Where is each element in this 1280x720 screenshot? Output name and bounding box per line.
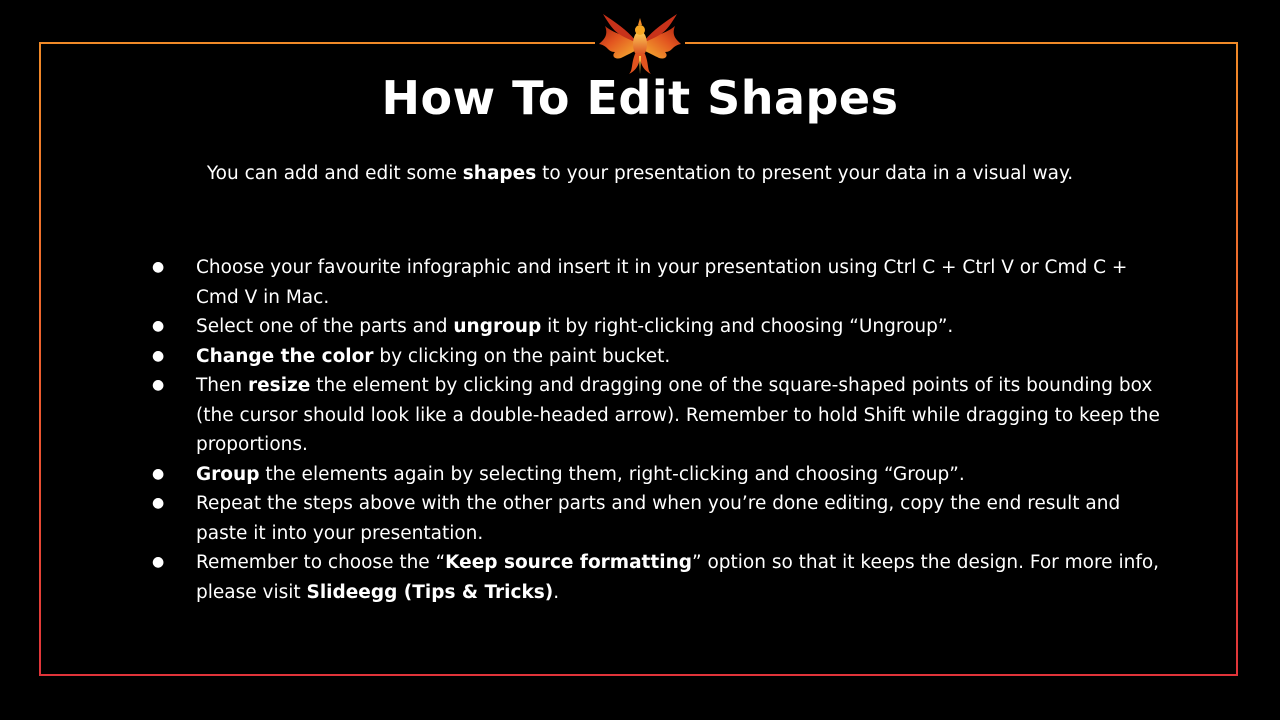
step-bold-text: Keep source formatting — [445, 552, 692, 573]
step-text: Repeat the steps above with the other parts and when you’re done editing, copy the end result and paste it into your presentation. — [196, 493, 1121, 544]
step-bold-text: resize — [248, 375, 311, 396]
list-item — [150, 548, 1160, 607]
list-item — [150, 253, 1160, 312]
bullet-icon: ● — [152, 259, 165, 275]
bullet-icon: ● — [152, 465, 165, 482]
list-item — [150, 312, 1160, 342]
bullet-icon: ● — [152, 347, 165, 364]
step-text: Remember to choose the “ — [196, 552, 446, 573]
step-bold-text: Change the color — [196, 345, 374, 367]
step-text: it by right-clicking and choosing “Ungroup”. — [541, 316, 954, 337]
step-text: Select one of the parts and — [196, 316, 454, 337]
slideegg-link: Slideegg (Tips & Tricks) — [306, 581, 554, 603]
intro-text-post: to your presentation to present your data in a visual way. — [536, 163, 1074, 184]
list-item — [150, 460, 1160, 490]
bullet-icon: ● — [152, 495, 165, 511]
intro-text — [0, 160, 1280, 188]
bullet-icon: ● — [152, 318, 165, 334]
step-text: Then — [196, 375, 249, 396]
bullet-icon: ● — [152, 554, 165, 570]
intro-text-pre: You can add and edit some — [206, 163, 463, 184]
page-title: How To Edit Shapes — [381, 71, 899, 125]
list-item — [150, 489, 1160, 548]
step-text: Choose your favourite infographic and insert it in your presentation using Ctrl C + Ctrl V or Cmd C + Cmd V in Mac. — [196, 257, 1128, 308]
step-text: . — [553, 581, 560, 603]
list-item — [150, 342, 1160, 372]
step-text: by clicking on the paint bucket. — [373, 345, 671, 367]
step-bold-text: ungroup — [453, 316, 542, 337]
steps-list — [150, 253, 1160, 607]
intro-text-bold: shapes — [462, 163, 537, 184]
step-text: the elements again by selecting them, right-clicking and choosing “Group”. — [259, 463, 965, 485]
bullet-icon: ● — [152, 377, 165, 393]
step-bold-text: Group — [196, 463, 260, 485]
list-item — [150, 371, 1160, 460]
step-text: ” option so that it keeps the design. For more info, please visit — [196, 552, 1160, 603]
step-text: the element by clicking and dragging one of the square-shaped points of its bounding box (the cursor should look like a double-headed arrow). Remember to hold Shift while dragging to keep the proportions. — [196, 375, 1160, 455]
